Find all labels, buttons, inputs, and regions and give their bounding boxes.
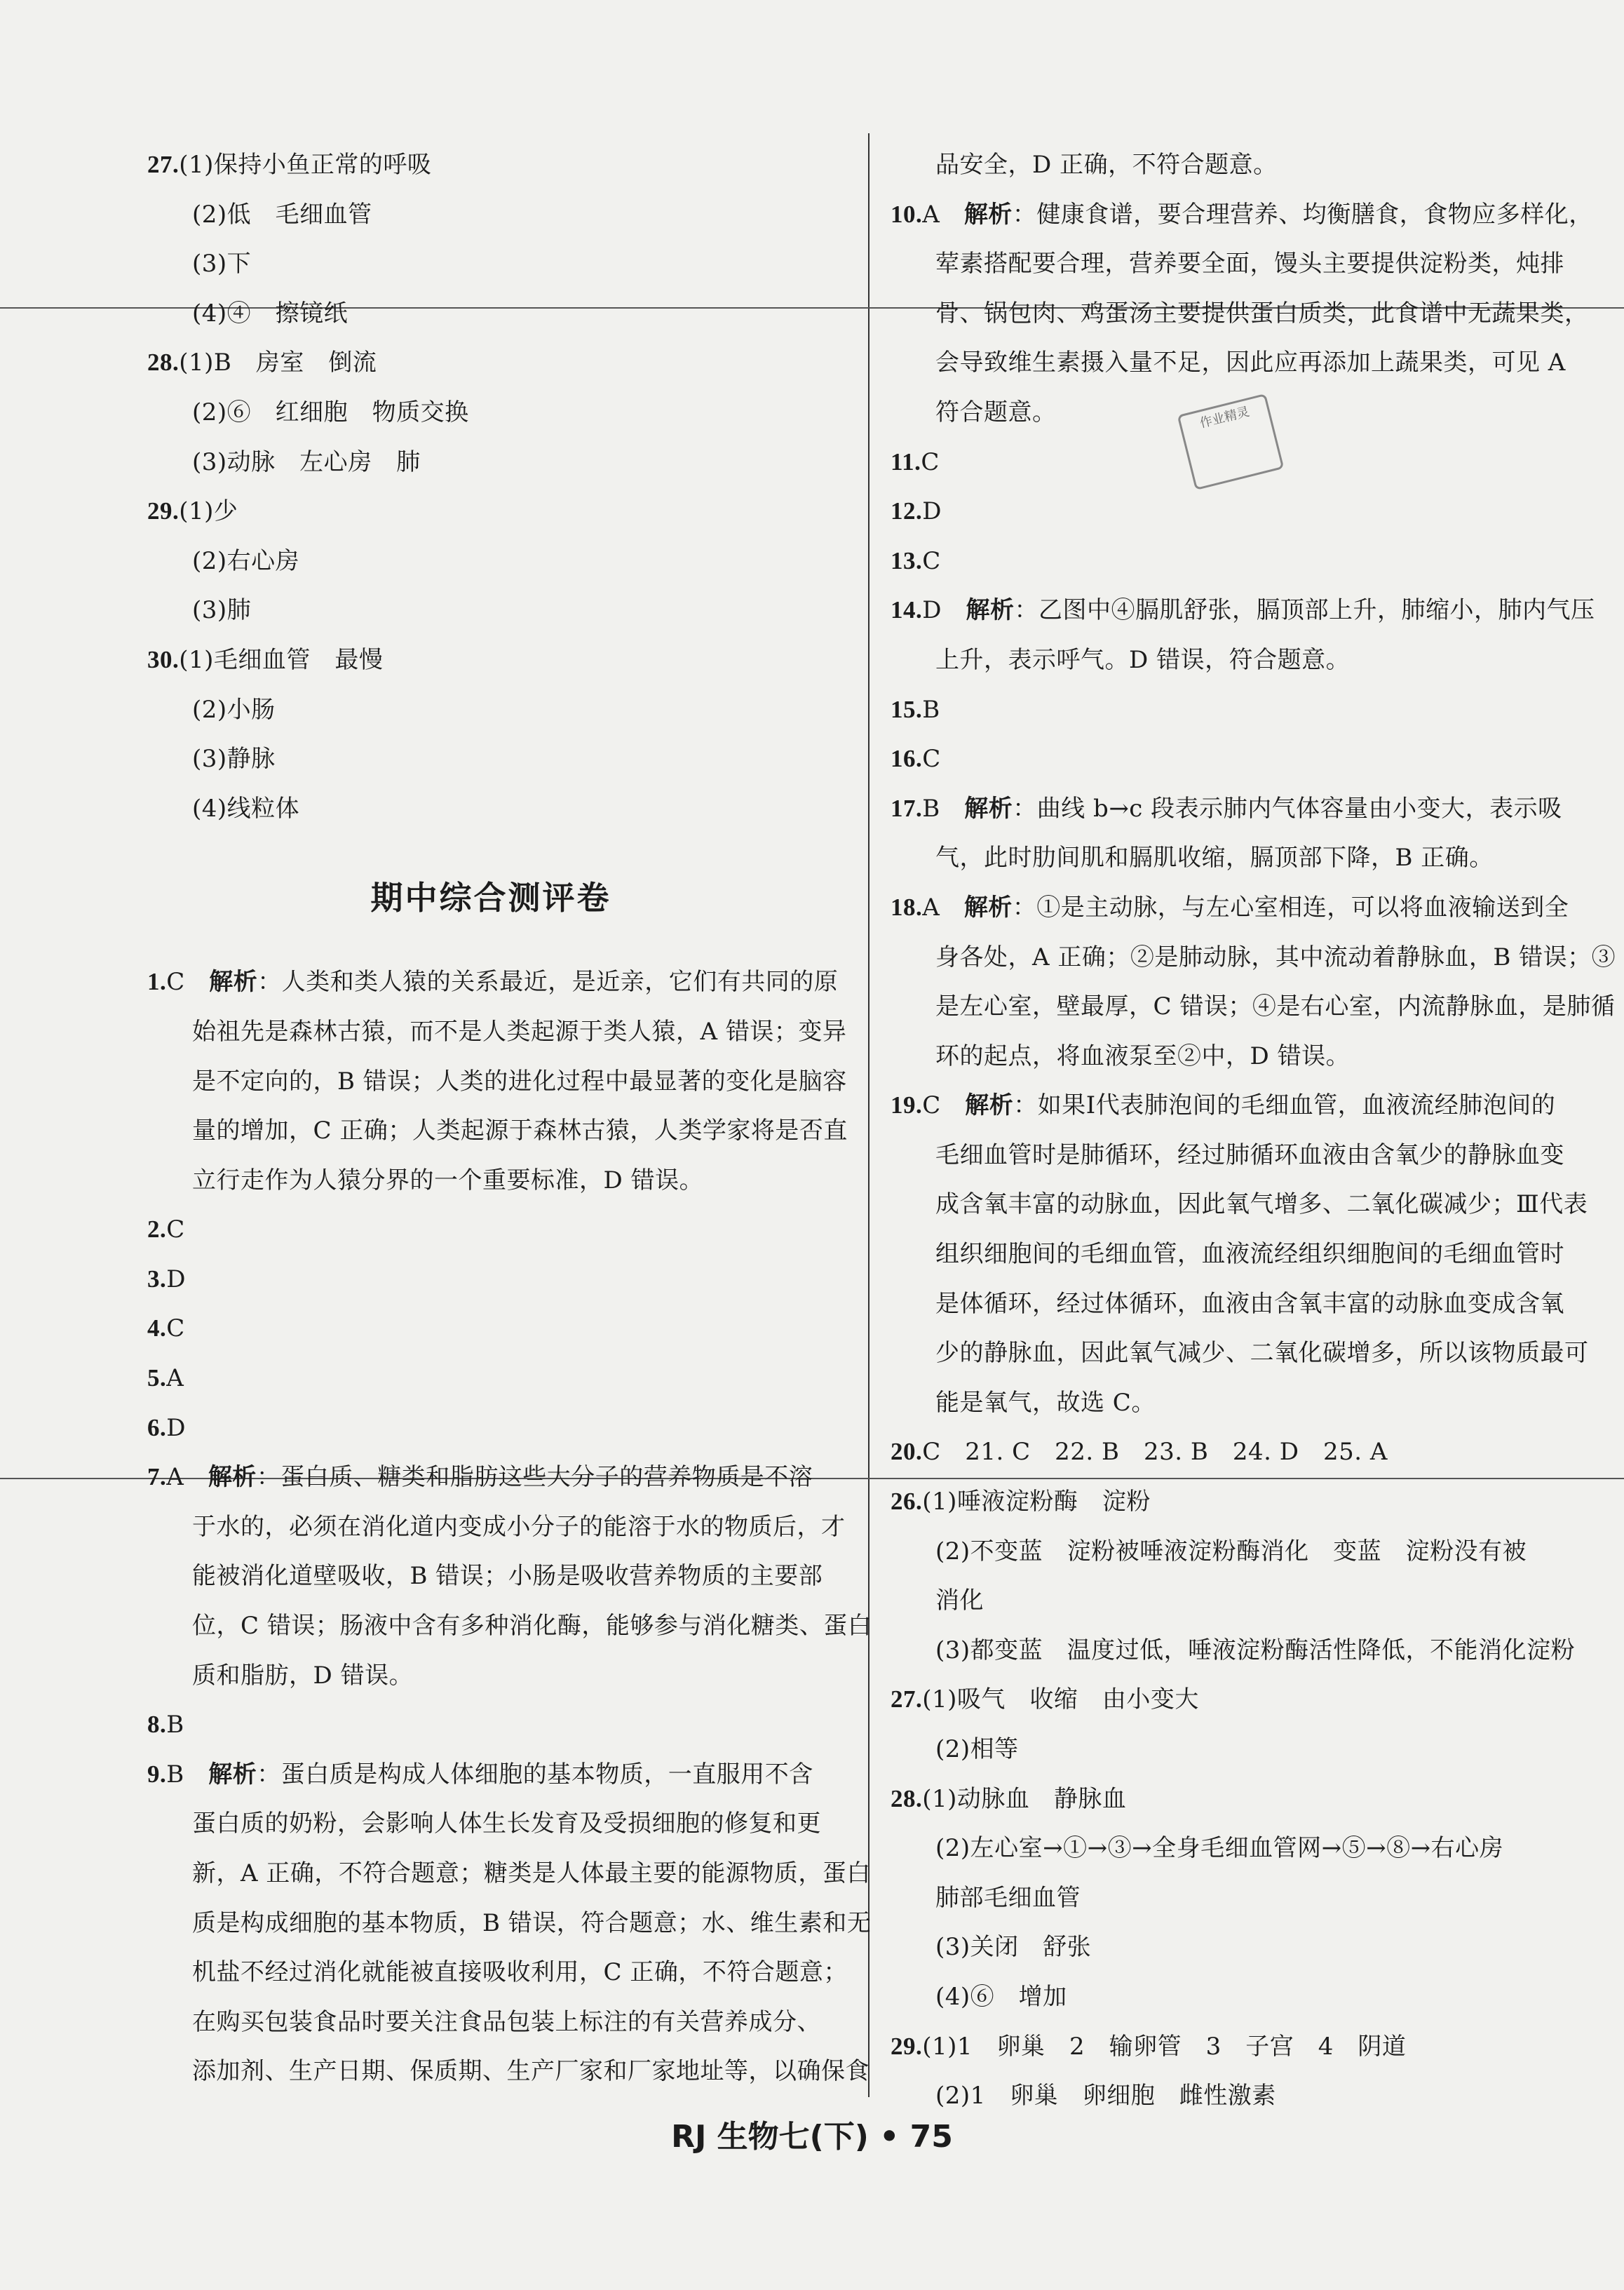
- answer-text: 是左心室，壁最厚，C 错误；④是右心室，内流静脉血，是肺循: [935, 992, 1616, 1021]
- analysis-label: 解析: [208, 1463, 257, 1492]
- item-number: 26.: [891, 1488, 923, 1516]
- analysis-text: ：健康食谱，要合理营养、均衡膳食，食物应多样化，: [1012, 200, 1593, 229]
- answer-text: D: [922, 596, 966, 625]
- section-title: 期中综合测评卷: [370, 878, 611, 917]
- item-number: 16.: [891, 745, 923, 773]
- answer-line: [147, 685, 834, 735]
- answer-line: [891, 982, 1616, 1032]
- answer-text: 位，C 错误；肠液中含有多种消化酶，能够参与消化糖类、蛋白: [192, 1612, 872, 1641]
- answer-text: 质是构成细胞的基本物质，B 错误，符合题意；水、维生素和无: [192, 1908, 872, 1937]
- item-number: 15.: [891, 695, 923, 723]
- answer-text: 上升，表示呼气。D 错误，符合题意。: [935, 645, 1351, 674]
- item-number: 7.: [147, 1463, 167, 1491]
- item-number: 9.: [147, 1760, 167, 1788]
- answer-line: [891, 1378, 1578, 1428]
- item-number: 28.: [147, 349, 180, 377]
- section-title-block: [147, 833, 834, 957]
- answer-text: 始祖先是森林古猿，而不是人类起源于类人猿，A 错误；变异: [192, 1017, 847, 1046]
- answer-text: 荤素搭配要合理，营养要全面，馒头主要提供淀粉类，炖排: [935, 250, 1564, 278]
- answer-text: (3)静脉: [192, 745, 276, 774]
- answer-text: C: [921, 447, 940, 476]
- item-number: 27.: [147, 151, 180, 178]
- answer-line: [147, 2047, 869, 2096]
- answer-text: 气，此时肋间肌和膈肌收缩，膈顶部下降，B 正确。: [935, 844, 1494, 873]
- answer-item: [147, 635, 834, 685]
- answer-line: [891, 1972, 1578, 2022]
- answer-text: (2)1 卵巢 卵细胞 雌性激素: [935, 2082, 1276, 2110]
- item-number: 12.: [891, 497, 923, 525]
- analysis-label: 解析: [966, 596, 1015, 625]
- answer-item: [891, 2022, 1578, 2072]
- answer-line: [147, 190, 834, 240]
- answer-line: [147, 1106, 848, 1156]
- item-number: 1.: [147, 968, 167, 996]
- answer-item: [147, 140, 834, 190]
- item-number: 3.: [147, 1265, 167, 1293]
- answer-text: (1)吸气 收缩 由小变大: [922, 1685, 1199, 1714]
- item-number: 5.: [147, 1364, 167, 1392]
- item-number: 27.: [891, 1685, 923, 1713]
- answer-text: (1)B 房室 倒流: [179, 349, 377, 377]
- analysis-label: 解析: [963, 200, 1013, 229]
- answer-line: [147, 1849, 871, 1899]
- answer-line: [891, 1131, 1578, 1180]
- answer-line: [891, 1328, 1589, 1378]
- answer-line: [891, 338, 1578, 388]
- item-number: 30.: [147, 645, 180, 673]
- answer-item: [147, 1700, 834, 1750]
- answer-item: [891, 586, 1595, 635]
- analysis-label: 解析: [965, 1091, 1014, 1120]
- answer-item: [147, 1453, 834, 1502]
- answer-text: B: [166, 1760, 209, 1789]
- answer-text: (3)都变蓝 温度过低，唾液淀粉酶活性降低，不能消化淀粉: [935, 1636, 1576, 1664]
- answer-line: [891, 140, 1578, 190]
- column-divider: [868, 133, 869, 2097]
- answer-item: [891, 190, 1593, 240]
- answer-text: 肺部毛细血管: [935, 1883, 1081, 1912]
- answer-item: [147, 1354, 834, 1403]
- answer-item: [147, 1750, 834, 1800]
- answer-text: C: [922, 745, 941, 774]
- left-column: [147, 140, 872, 2096]
- answer-text: 身各处，A 正确；②是肺动脉，其中流动着静脉血，B 错误；③: [935, 943, 1616, 971]
- answer-text: (2)相等: [935, 1735, 1019, 1763]
- answer-line: [891, 239, 1578, 289]
- answer-text: 蛋白质的奶粉，会影响人体生长发育及受损细胞的修复和更: [192, 1810, 821, 1838]
- item-number: 2.: [147, 1215, 167, 1244]
- answer-text: 环的起点，将血液泵至②中，D 错误。: [935, 1042, 1351, 1070]
- answer-line: [147, 1899, 872, 1948]
- answer-line: [147, 1651, 834, 1701]
- answer-text: 立行走作为人猿分界的一个重要标准，D 错误。: [192, 1166, 704, 1194]
- answer-item: [147, 1304, 834, 1354]
- analysis-text: ：人类和类人猿的关系最近，是近亲，它们有共同的原: [257, 968, 839, 997]
- analysis-text: ：①是主动脉，与左心室相连，可以将血液输送到全: [1012, 893, 1569, 922]
- analysis-text: ：乙图中④膈肌舒张，膈顶部上升，肺缩小，肺内气压: [1014, 596, 1595, 625]
- watermark-stamp: 作业精灵: [1177, 393, 1285, 490]
- answer-text: B: [166, 1711, 184, 1739]
- answer-text: 机盐不经过消化就能被直接吸收利用，C 正确，不符合题意；: [192, 1958, 848, 1987]
- answer-item: [891, 1675, 1578, 1725]
- answer-text: 质和脂肪，D 错误。: [192, 1661, 414, 1690]
- item-number: 10.: [891, 200, 923, 228]
- answer-text: A: [922, 200, 964, 229]
- answer-line: [147, 537, 834, 586]
- answer-line: [891, 933, 1616, 983]
- answer-line: [147, 1799, 834, 1849]
- answer-line: [891, 1824, 1578, 1873]
- item-number: 8.: [147, 1711, 167, 1739]
- item-number: 17.: [891, 794, 923, 822]
- item-number: 19.: [891, 1091, 923, 1119]
- answer-line: [891, 833, 1578, 883]
- answer-text: 会导致维生素摄入量不足，因此应再添加上蔬果类，可见 A: [935, 349, 1566, 377]
- item-number: 20.: [891, 1438, 923, 1466]
- answer-text: 少的静脉血，因此氧气减少、二氧化碳增多，所以该物质最可: [935, 1339, 1589, 1368]
- answer-text: 骨、锅包肉、鸡蛋汤主要提供蛋白质类，此食谱中无蔬果类，: [935, 299, 1589, 328]
- answer-line: [147, 1007, 847, 1057]
- answer-text: 量的增加，C 正确；人类起源于森林古猿，人类学家将是否直: [192, 1117, 848, 1145]
- answer-line: [891, 635, 1578, 685]
- answer-text: (2)右心房: [192, 546, 300, 575]
- answer-item: [147, 487, 834, 537]
- item-number: 4.: [147, 1314, 167, 1342]
- answer-line: [147, 784, 834, 834]
- answer-text: 能是氧气，故选 C。: [935, 1388, 1156, 1417]
- item-number: 29.: [147, 497, 180, 525]
- answer-item: [147, 1403, 834, 1453]
- answer-item: [891, 883, 1578, 933]
- item-number: 6.: [147, 1413, 167, 1441]
- answer-item: [147, 957, 839, 1007]
- answer-line: [147, 1156, 834, 1206]
- answer-text: B: [922, 794, 965, 823]
- answer-item: [891, 685, 1578, 735]
- answer-line: [891, 1725, 1578, 1774]
- answer-item: [891, 537, 1578, 586]
- answer-text: 于水的，必须在消化道内变成小分子的能溶于水的物质后，才: [192, 1512, 846, 1541]
- answer-text: (2)低 毛细血管: [192, 200, 372, 229]
- answer-line: [891, 1527, 1578, 1577]
- answer-line: [891, 1180, 1588, 1230]
- item-number: 14.: [891, 596, 923, 624]
- answer-line: [147, 388, 834, 438]
- answer-line: [147, 1502, 846, 1552]
- answer-text: (3)下: [192, 250, 252, 278]
- answer-line: [891, 1922, 1578, 1972]
- page-footer: RJ 生物七(下) • 75: [671, 2119, 953, 2155]
- answer-text: 消化: [935, 1587, 984, 1615]
- answer-text: A: [166, 1364, 184, 1393]
- analysis-label: 解析: [964, 794, 1013, 823]
- answer-text: (1)毛细血管 最慢: [179, 645, 384, 674]
- answer-item: [891, 1427, 1578, 1477]
- answer-item: [891, 487, 1578, 537]
- answer-line: [147, 289, 834, 339]
- item-number: 29.: [891, 2032, 923, 2060]
- answer-text: (1)1 卵巢 2 输卵管 3 子宫 4 阴道: [922, 2032, 1407, 2061]
- item-number: 28.: [891, 1784, 923, 1812]
- answer-text: C: [166, 1314, 185, 1343]
- answer-text: 在购买包装食品时要关注食品包装上标注的有关营养成分、: [192, 2007, 821, 2036]
- answer-text: 毛细血管时是肺循环，经过肺循环血液由含氧少的静脉血变: [935, 1140, 1564, 1169]
- answer-line: [147, 1551, 834, 1601]
- answer-line: [891, 1230, 1578, 1279]
- answer-text: (3)关闭 舒张: [935, 1933, 1092, 1962]
- answer-text: 是体循环，经过体循环，血液由含氧丰富的动脉血变成含氧: [935, 1289, 1564, 1318]
- answer-text: (2)左心室→①→③→全身毛细血管网→⑤→⑧→右心房: [935, 1834, 1504, 1863]
- answer-text: 能被消化道壁吸收，B 错误；小肠是吸收营养物质的主要部: [192, 1562, 823, 1591]
- answer-text: D: [922, 497, 942, 526]
- answer-text: C: [922, 546, 941, 575]
- answer-item: [891, 1081, 1578, 1131]
- analysis-text: ：蛋白质是构成人体细胞的基本物质，一直服用不含: [257, 1760, 813, 1789]
- answer-item: [891, 734, 1578, 784]
- item-number: 11.: [891, 447, 921, 476]
- answer-text: 新，A 正确，不符合题意；糖类是人体最主要的能源物质，蛋白: [192, 1859, 871, 1887]
- answer-text: 品安全，D 正确，不符合题意。: [935, 151, 1278, 179]
- answer-text: (2)⑥ 红细胞 物质交换: [192, 398, 469, 426]
- analysis-text: ：如果Ⅰ代表肺泡间的毛细血管，血液流经肺泡间的: [1013, 1091, 1556, 1120]
- answer-text: C: [166, 968, 210, 997]
- answer-text: (1)保持小鱼正常的呼吸: [179, 151, 432, 179]
- answer-text: (2)不变蓝 淀粉被唾液淀粉酶消化 变蓝 淀粉没有被: [935, 1537, 1527, 1565]
- answer-line: [147, 1057, 847, 1107]
- answer-line: [147, 438, 834, 487]
- analysis-text: ：蛋白质、糖类和脂肪这些大分子的营养物质是不溶: [256, 1463, 813, 1492]
- analysis-label: 解析: [209, 968, 258, 997]
- answer-line: [891, 1279, 1578, 1329]
- answer-line: [891, 1576, 1578, 1626]
- item-number: 18.: [891, 893, 923, 921]
- answer-line: [891, 1873, 1578, 1923]
- answer-text: (3)动脉 左心房 肺: [192, 447, 421, 476]
- answer-text: (1)动脉血 静脉血: [922, 1784, 1127, 1813]
- answer-line: [891, 289, 1589, 339]
- answer-text: A: [166, 1463, 208, 1492]
- answer-line: [891, 1626, 1578, 1676]
- answer-line: [147, 239, 834, 289]
- answer-text: (1)少: [179, 497, 238, 526]
- answer-text: D: [166, 1413, 187, 1442]
- answer-text: (2)小肠: [192, 695, 276, 724]
- answer-text: D: [166, 1265, 187, 1293]
- analysis-label: 解析: [208, 1760, 257, 1789]
- answer-text: B: [922, 695, 940, 724]
- answer-text: 是不定向的，B 错误；人类的进化过程中最显著的变化是脑容: [192, 1067, 847, 1096]
- answer-text: (1)唾液淀粉酶 淀粉: [922, 1488, 1151, 1516]
- answer-text: (4)线粒体: [192, 794, 300, 823]
- answer-text: A: [922, 893, 964, 922]
- answer-text: C: [922, 1091, 966, 1120]
- answer-text: (4)⑥ 增加: [935, 1982, 1067, 2011]
- answer-item: [147, 1205, 834, 1255]
- answer-text: C 21. C 22. B 23. B 24. D 25. A: [922, 1438, 1388, 1467]
- answer-item: [147, 338, 834, 388]
- item-number: 13.: [891, 546, 923, 574]
- answer-line: [891, 1032, 1578, 1082]
- answer-item: [891, 1774, 1578, 1824]
- answer-text: 符合题意。: [935, 398, 1057, 426]
- answer-text: (3)肺: [192, 596, 252, 625]
- answer-item: [891, 1477, 1578, 1527]
- answer-line: [147, 586, 834, 635]
- answer-item: [891, 784, 1578, 834]
- answer-text: 成含氧丰富的动脉血，因此氧气增多、二氧化碳减少；Ⅲ代表: [935, 1190, 1588, 1219]
- answer-text: 组织细胞间的毛细血管，血液流经组织细胞间的毛细血管时: [935, 1240, 1564, 1269]
- analysis-text: ：曲线 b→c 段表示肺内气体容量由小变大，表示吸: [1013, 794, 1562, 823]
- answer-item: [147, 1255, 834, 1305]
- answer-line: [147, 734, 834, 784]
- answer-line: [147, 1948, 848, 1998]
- answer-line: [147, 1601, 872, 1651]
- answer-text: C: [166, 1215, 185, 1244]
- analysis-label: 解析: [963, 893, 1013, 922]
- answer-line: [147, 1998, 834, 2047]
- answer-text: 添加剂、生产日期、保质期、生产厂家和厂家地址等，以确保食: [192, 2057, 869, 2086]
- answer-text: (4)④ 擦镜纸: [192, 299, 349, 328]
